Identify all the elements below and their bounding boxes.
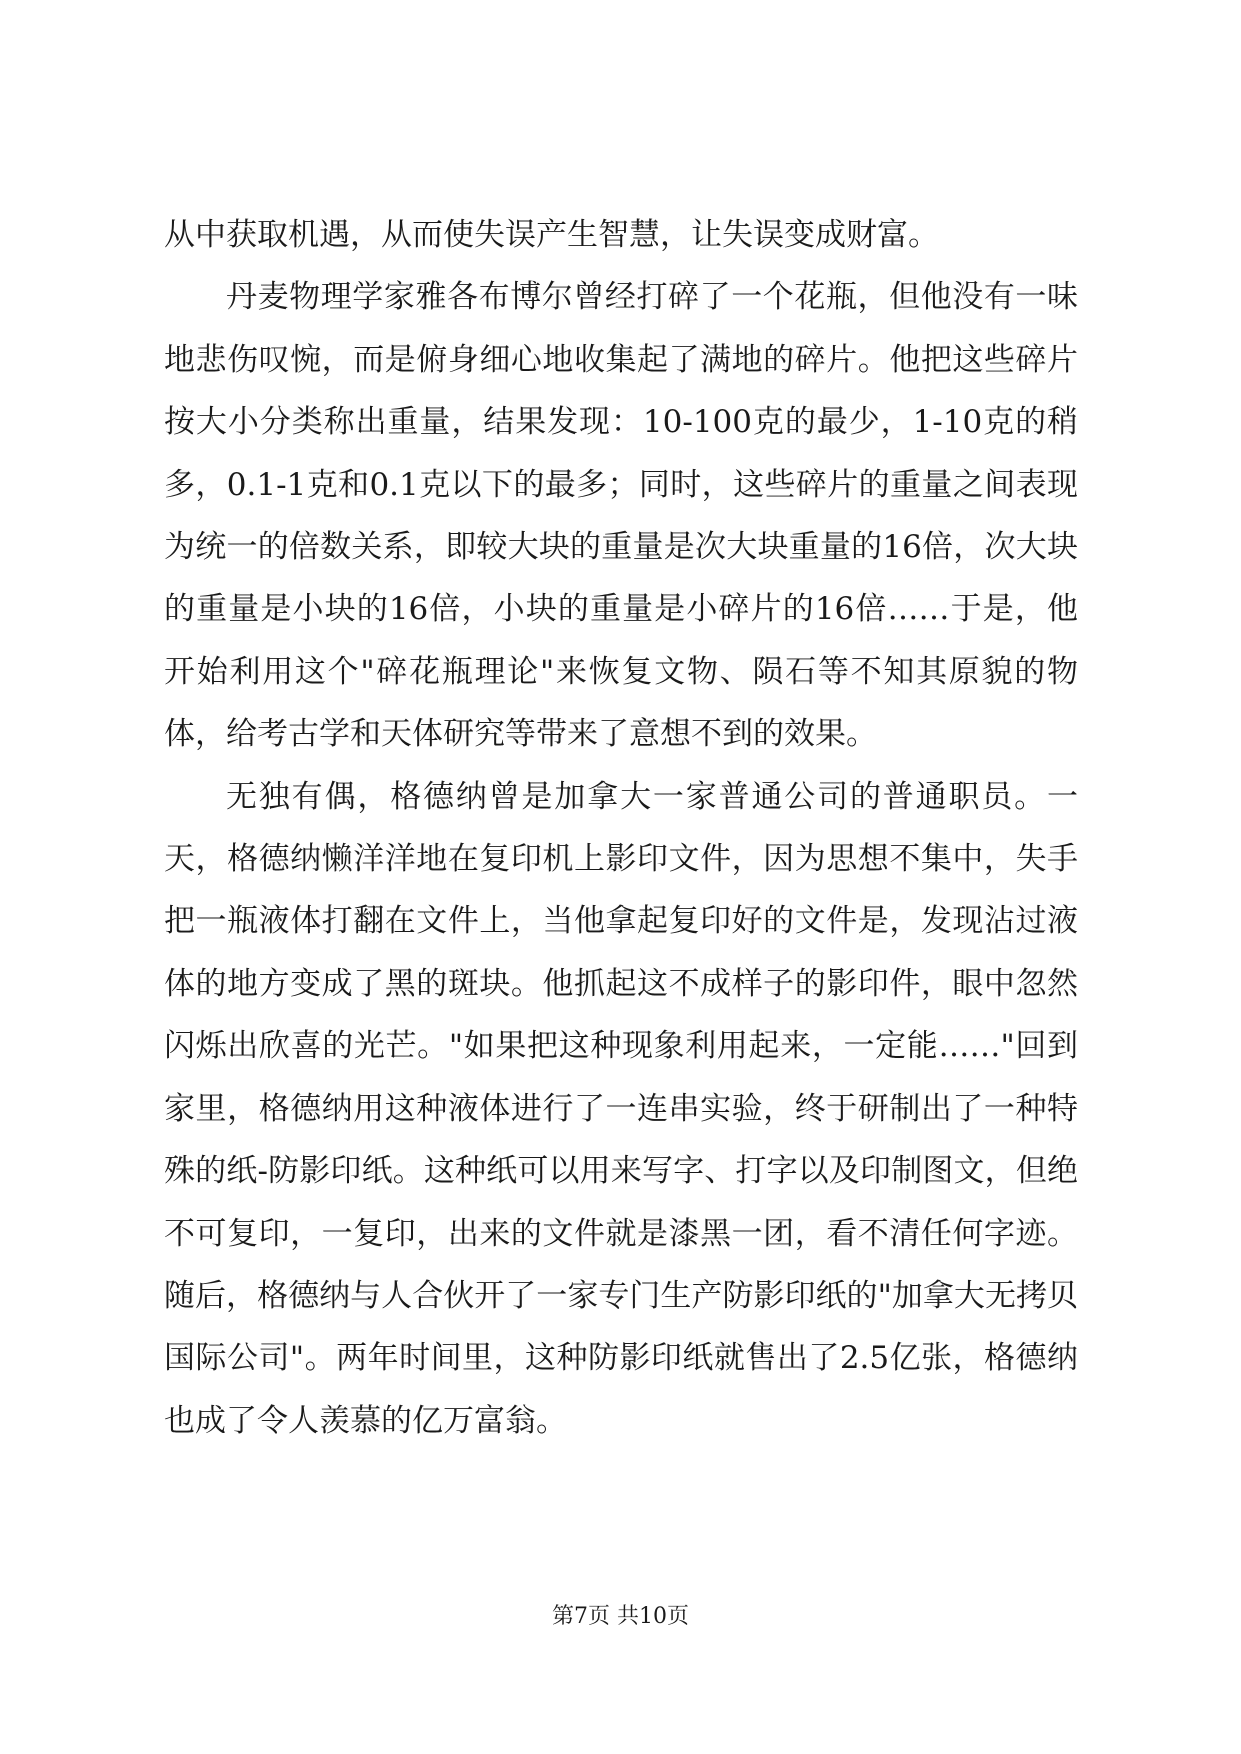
page-footer: 第7页 共10页 (552, 1604, 689, 1629)
paragraph-copy-proof-paper: 无独有偶，格德纳曾是加拿大一家普通公司的普通职员。一天，格德纳懒洋洋地在复印机上影印文件，因为思想不集中，失手把一瓶液体打翻在文件上，当他拿起复印好的文件是，发现沾过液体的地方变成了黑的斑块。他抓起这不成样子的影印件，眼中忽然闪烁出欣喜的光芒。"如果把这种现象利用起来，一定能……"回到家里，格德纳用这种液体进行了一连串实验，终于研制出了一种特殊的纸-防影印纸。这种纸可以用来写字、打字以及印制图文，但绝不可复印，一复印，出来的文件就是漆黑一团，看不清任何字迹。随后，格德纳与人合伙开了一家专门生产防影印纸的"加拿大无拷贝国际公司"。两年时间里，这种防影印纸就售出了2.5亿张，格德纳也成了令人羡慕的亿万富翁。 (164, 778, 1078, 1439)
paragraph-continuation: 从中获取机遇，从而使失误产生智慧，让失误变成财富。 (164, 217, 939, 253)
body-text (164, 204, 1078, 1452)
paragraph-vase-theory: 丹麦物理学家雅各布博尔曾经打碎了一个花瓶，但他没有一味地悲伤叹惋，而是俯身细心地收集起了满地的碎片。他把这些碎片按大小分类称出重量，结果发现：10-100克的最少，1-10克的稍多，0.1-1克和0.1克以下的最多；同时，这些碎片的重量之间表现为统一的倍数关系，即较大块的重量是次大块重量的16倍，次大块的重量是小块的16倍，小块的重量是小碎片的16倍……于是，他开始利用这个"碎花瓶理论"来恢复文物、陨石等不知其原貌的物体，给考古学和天体研究等带来了意想不到的效果。 (164, 279, 1078, 753)
